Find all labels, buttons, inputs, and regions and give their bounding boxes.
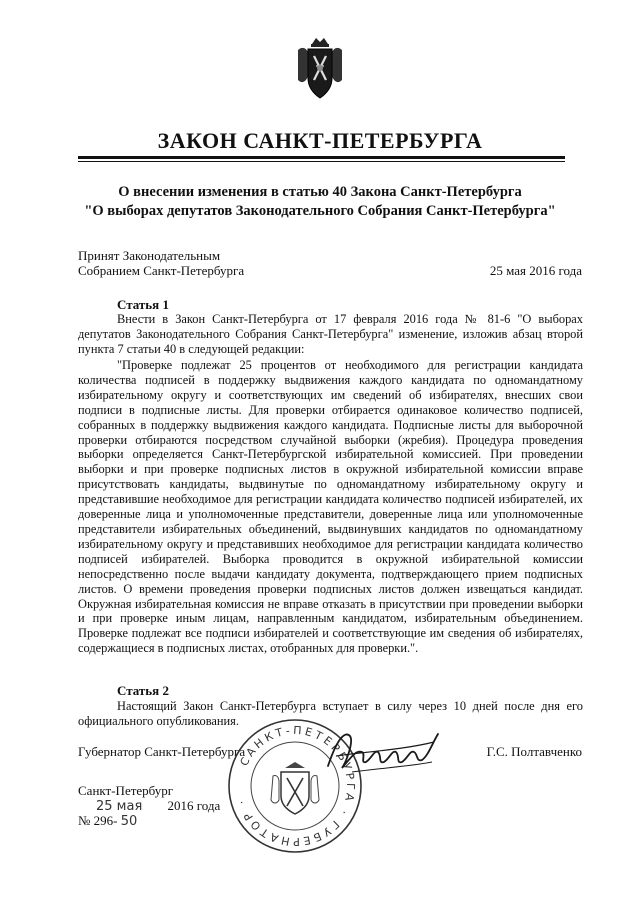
article-1-quote — [78, 358, 583, 656]
governor-title: Губернатор Санкт-Петербурга — [78, 744, 246, 759]
signing-date-year: 2016 года — [167, 798, 221, 813]
law-number-prefix: № 296- — [78, 813, 118, 828]
subtitle-line-2: "О выборах депутатов Законодательного Собрания Санкт-Петербурга" — [84, 203, 556, 219]
law-number — [78, 813, 137, 829]
article-1-intro-text: Внести в Закон Санкт-Петербурга от 17 февраля 2016 года № 81-6 "О выборах депутатов Законодательного Собрания Санкт-Петербурга" изменение, изложив абзац второй пункта 7 статьи 40 в следующей редакции: — [78, 312, 583, 356]
signing-date-day-month: 25 мая — [96, 799, 143, 814]
law-number-handwritten: 50 — [120, 814, 138, 829]
title-divider-thin — [78, 161, 565, 162]
adoption-note — [78, 248, 244, 278]
svg-text:САНКТ-ПЕТЕРБУРГА · ГУБЕРНАТОР: САНКТ-ПЕТЕРБУРГА · ГУБЕРНАТОР · — [234, 723, 358, 849]
law-title: ЗАКОН САНКТ-ПЕТЕРБУРГА — [157, 128, 483, 153]
article-1-heading: Статья 1 — [117, 297, 169, 312]
signing-city: Санкт-Петербург — [78, 783, 174, 798]
title-divider — [78, 156, 565, 159]
adoption-date: 25 мая 2016 года — [489, 263, 582, 278]
article-2-heading: Статья 2 — [117, 683, 169, 698]
coat-of-arms-icon — [292, 36, 348, 100]
seal-emblem-icon — [271, 762, 319, 814]
signing-date — [78, 798, 220, 814]
governor-signature — [322, 722, 442, 778]
article-1-intro — [78, 312, 583, 357]
subtitle-line-1: О внесении изменения в статью 40 Закона Санкт-Петербурга — [118, 184, 522, 200]
law-subtitle — [0, 183, 640, 221]
governor-name: Г.С. Полтавченко — [486, 744, 582, 759]
article-2-text: Настоящий Закон Санкт-Петербурга вступает в силу через 10 дней после дня его официального опубликования. — [78, 699, 583, 728]
article-1-quote-text: "Проверке подлежат 25 процентов от необходимого для регистрации кандидата количества подписей в поддержку выдвижения каждого кандидата по одномандатному избирательному округу и соответствующих им сведений об избирателях, внесших свои подписи в подписные листы. Для проверки отбирается одинаковое количество подписей, собранных в поддержку выдвижения каждого кандидата. Подписные листы для выборочной проверки отбираются посредством случайной выборки (жребия). Процедура проведения выборки определяется Санкт-Петербургской избирательной комиссией. При проведении выборки и при проверке подписных листов в окружной избирательной комиссии вправе присутствовать кандидаты, выдвинутые по одномандатному избирательному округу и представившие необходимое для регистрации кандидата количество подписей избирателей, их доверенные лица и уполномоченные представители, доверенные лица или уполномоченные представители избирательных объединений, выдвинувших кандидатов по одномандатному избирательному округу и представивших необходимое для регистрации кандидата количество подписей избирателей. Выборка проводится в окружной избирательной комиссии непосредственно после выдачи кандидату документа, подтверждающего прием подписных листов. О времени проведения проверки подписных листов должен извещаться кандидат. Окружная избирательная комиссия не вправе отказать в присутствии при проведении выборки и при проверке иным лицам, направленным кандидатом, избирательным объединением. Проверке подлежат все подписи избирателей и соответствующие им сведения об избирателях, содержащиеся в подписных листах, отобранных для проверки.". — [78, 358, 583, 656]
adoption-line-2: Собранием Санкт-Петербурга — [78, 263, 245, 278]
adoption-line-1: Принят Законодательным — [78, 248, 221, 263]
